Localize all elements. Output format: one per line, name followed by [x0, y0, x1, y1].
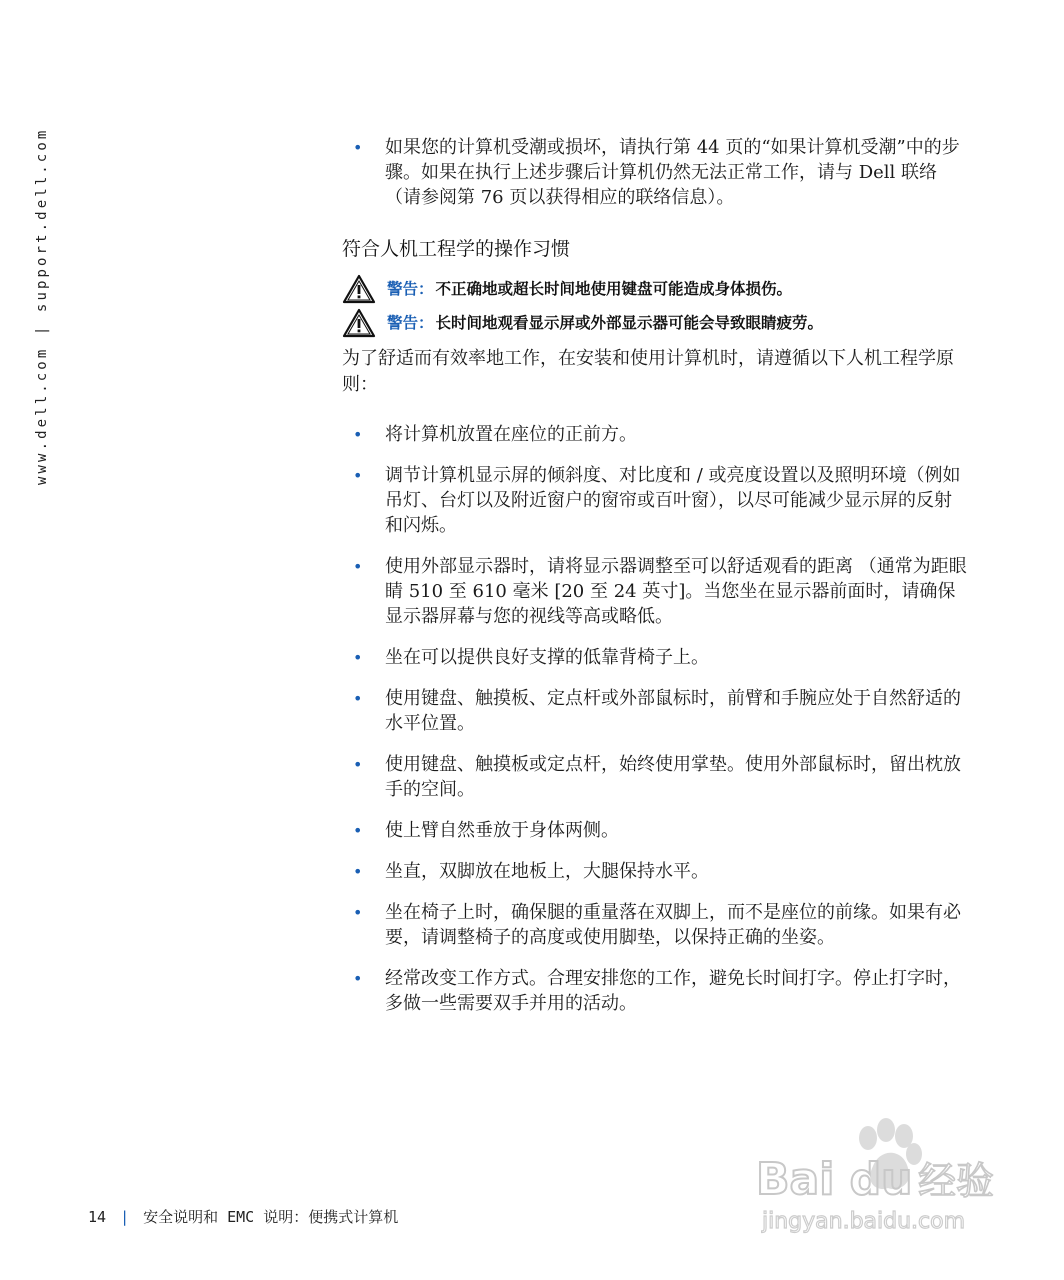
list-item-text: 使用键盘、触摸板或定点杆，始终使用掌垫。使用外部鼠标时，留出枕放手的空间。	[385, 754, 961, 800]
list-item-text: 使用键盘、触摸板、定点杆或外部鼠标时，前臂和手腕应处于自然舒适的水平位置。	[385, 688, 961, 734]
page-number: 14	[88, 1208, 107, 1226]
list-item-text: 如果您的计算机受潮或损坏，请执行第 44 页的“如果计算机受潮”中的步骤。如果在执行上述步骤后计算机仍然无法正常工作，请与 Dell 联络 （请参阅第 76 页以获得相应的联络信息）。	[385, 137, 960, 208]
footer-separator: |	[120, 1208, 130, 1226]
bullet-dot-icon: •	[353, 969, 363, 988]
warning-label: 警告：	[387, 314, 434, 332]
list-item	[342, 686, 967, 736]
baidu-watermark-logo	[748, 1118, 1008, 1238]
bullet-dot-icon: •	[353, 689, 363, 708]
bullet-dot-icon: •	[353, 425, 363, 444]
warning-triangle-icon	[342, 308, 376, 338]
list-item	[342, 554, 967, 629]
bullet-dot-icon: •	[353, 862, 363, 881]
page-footer	[88, 1206, 398, 1227]
watermark-brand-suffix: 经验	[918, 1159, 995, 1203]
warning-label: 警告：	[387, 280, 434, 298]
bullet-dot-icon: •	[353, 466, 363, 485]
list-item	[342, 645, 967, 670]
list-item-text: 经常改变工作方式。合理安排您的工作，避免长时间打字。停止打字时，多做一些需要双手并用的活动。	[385, 968, 961, 1014]
list-item	[342, 422, 967, 447]
warning-triangle-icon	[342, 274, 376, 304]
top-bullet-list	[342, 135, 967, 210]
list-item-text: 调节计算机显示屏的倾斜度、对比度和 / 或亮度设置以及照明环境（例如吊灯、台灯以及附近窗户的窗帘或百叶窗），以尽可能减少显示屏的反射和闪烁。	[385, 465, 961, 536]
main-content	[342, 135, 967, 1032]
ergonomics-bullet-list	[342, 422, 967, 1016]
bullet-dot-icon: •	[353, 755, 363, 774]
list-item	[342, 752, 967, 802]
warning-text: 不正确地或超长时间地使用键盘可能造成身体损伤。	[435, 280, 793, 298]
bullet-dot-icon: •	[353, 557, 363, 576]
warning-notice	[342, 308, 967, 338]
list-item-text: 使用外部显示器时，请将显示器调整至可以舒适观看的距离 （通常为距眼睛 510 至 610 毫米 [20 至 24 英寸]。当您坐在显示器前面时，请确保显示器屏幕与您的视线等高或略低。	[385, 556, 967, 627]
list-item-text: 坐在椅子上时，确保腿的重量落在双脚上，而不是座位的前缘。如果有必要，请调整椅子的高度或使用脚垫，以保持正确的坐姿。	[385, 902, 961, 948]
list-item	[342, 135, 967, 210]
warning-text: 长时间地观看显示屏或外部显示器可能会导致眼睛疲劳。	[435, 314, 824, 332]
bullet-dot-icon: •	[353, 138, 363, 157]
intro-paragraph: 为了舒适而有效率地工作，在安装和使用计算机时，请遵循以下人机工程学原则：	[342, 348, 954, 395]
bullet-dot-icon: •	[353, 821, 363, 840]
list-item-text: 将计算机放置在座位的正前方。	[385, 424, 637, 445]
list-item	[342, 966, 967, 1016]
list-item	[342, 900, 967, 950]
bullet-dot-icon: •	[353, 648, 363, 667]
side-url-banner	[32, 127, 52, 500]
list-item-text: 坐直，双脚放在地板上，大腿保持水平。	[385, 861, 709, 882]
watermark-brand: Bai du	[756, 1154, 913, 1205]
list-item-text: 坐在可以提供良好支撑的低靠背椅子上。	[385, 647, 709, 668]
side-url-text: www.dell.com | support.dell.com	[34, 127, 50, 485]
list-item	[342, 818, 967, 843]
section-title: 符合人机工程学的操作习惯	[342, 238, 571, 260]
list-item	[342, 859, 967, 884]
list-item-text: 使上臂自然垂放于身体两侧。	[385, 820, 619, 841]
bullet-dot-icon: •	[353, 903, 363, 922]
warning-notice	[342, 274, 967, 304]
list-item	[342, 463, 967, 538]
watermark-url: jingyan.baidu.com	[762, 1209, 966, 1234]
footer-title: 安全说明和 EMC 说明：便携式计算机	[143, 1208, 399, 1226]
